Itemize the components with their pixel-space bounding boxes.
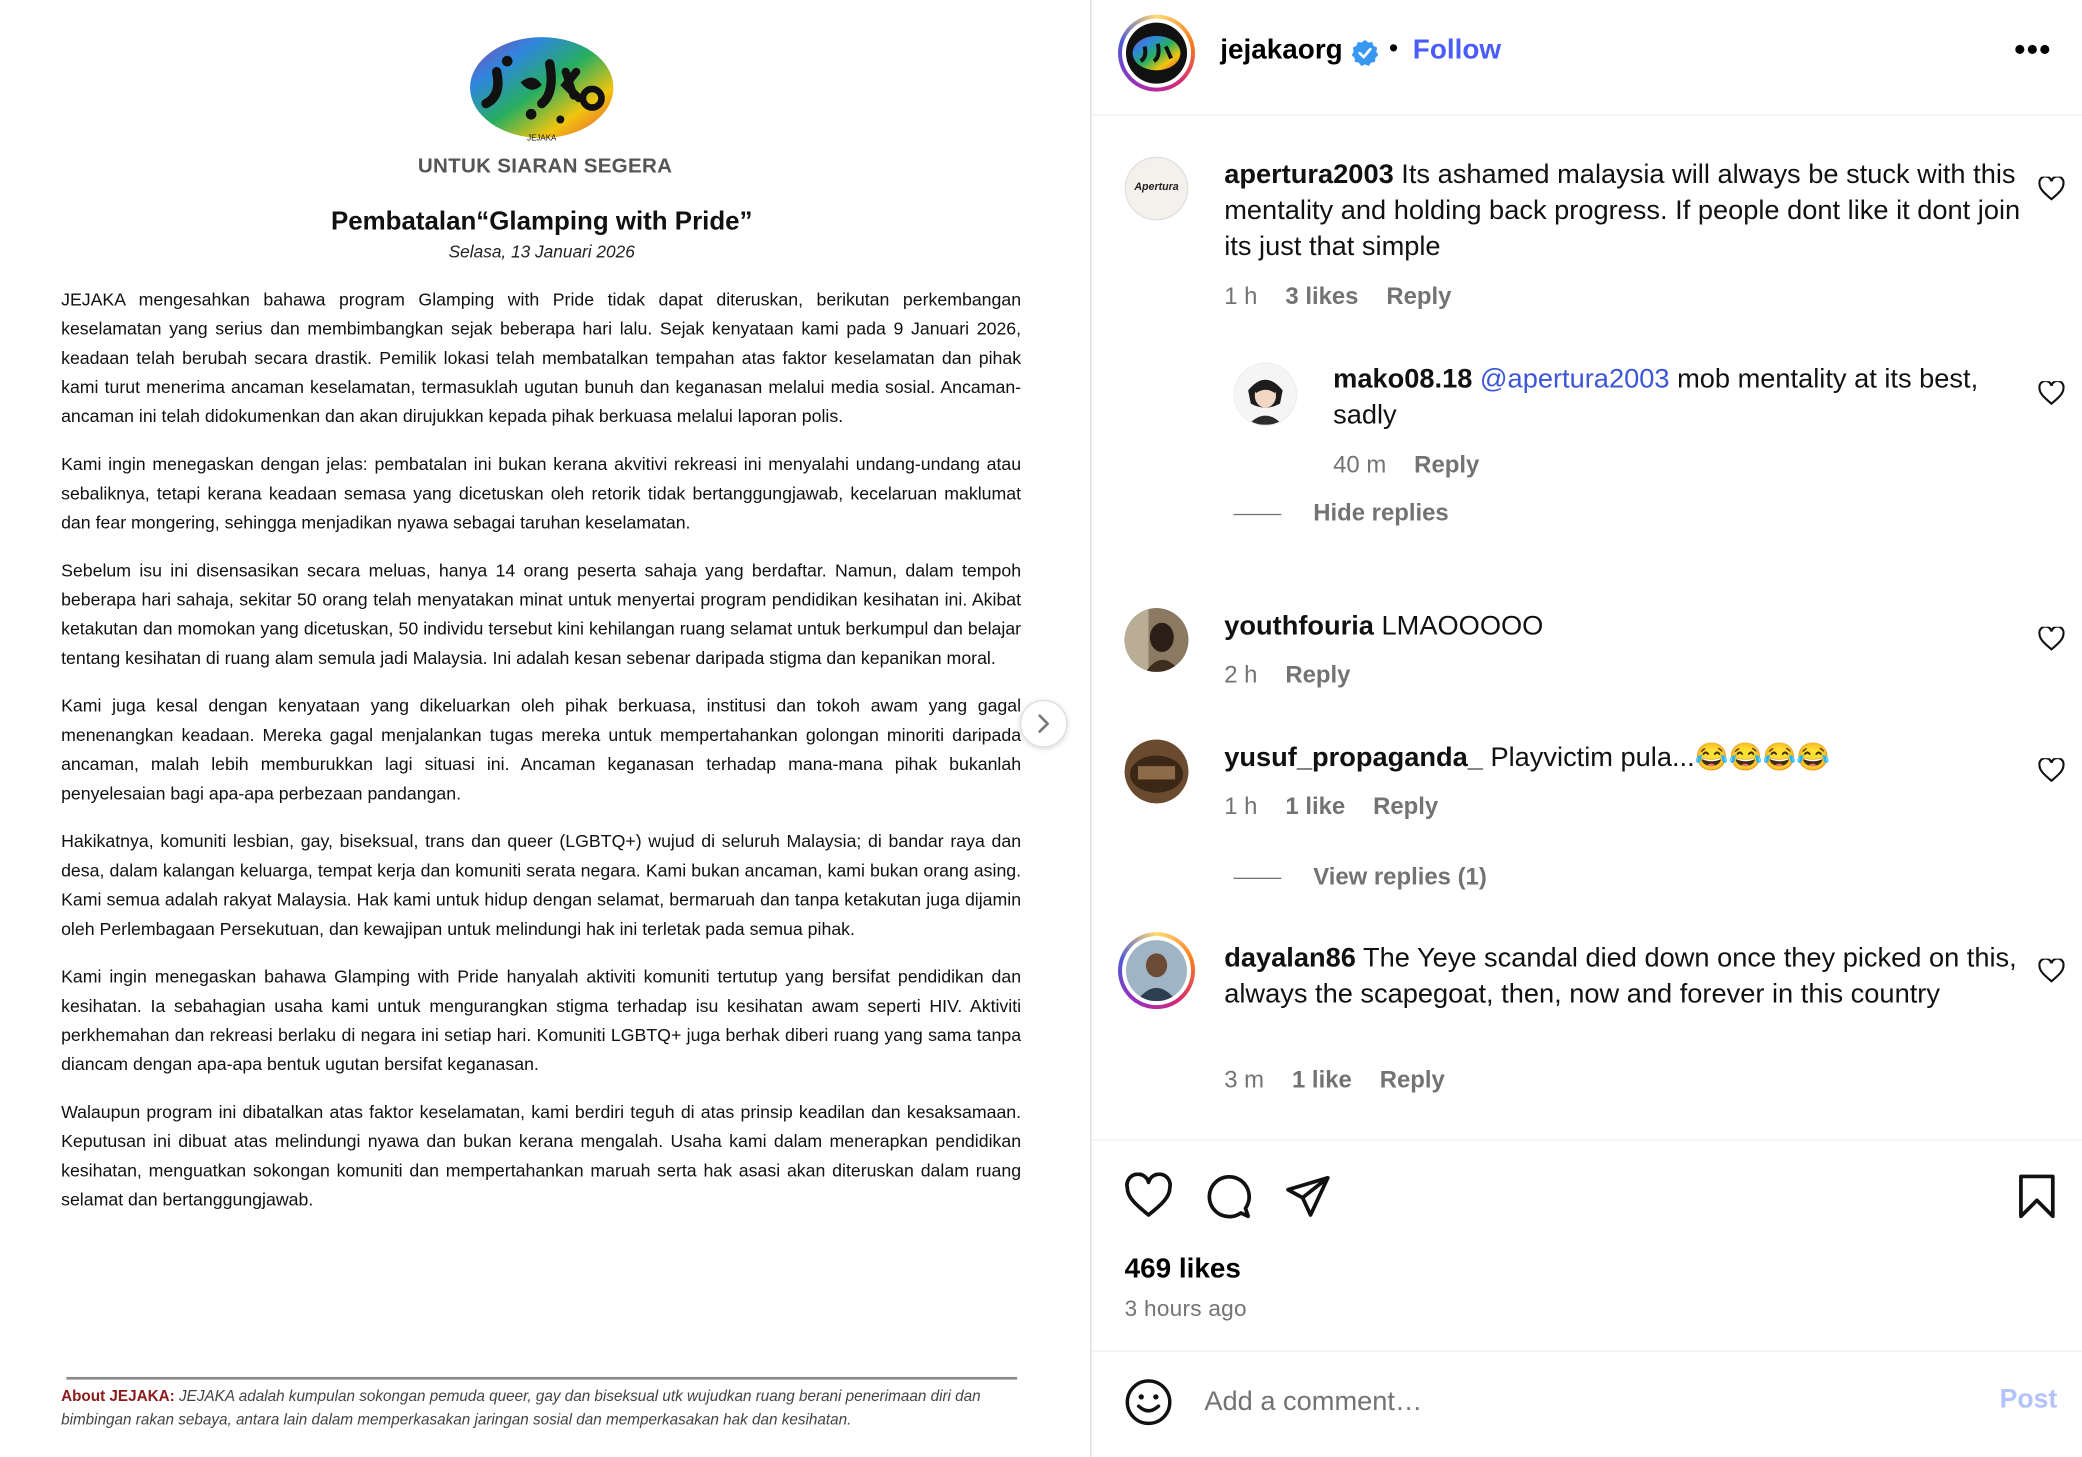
- photo-avatar-icon: [1125, 740, 1189, 804]
- comment-meta: [1224, 661, 1371, 689]
- doc-paragraph-2: Kami ingin menegaskan dengan jelas: pembatalan ini bukan kerana akvitivi rekreasi ini menyalahi undang-undang atau sebaliknya, tetapi kerana keadaan semasa yang dicetuskan oleh retorik tidak bertanggungjawab, kecelaruan maklumat dan fear mongering, sehingga menjadikan nyawa sebagai taruhan keselamatan.: [61, 454, 1022, 533]
- commenter-avatar[interactable]: [1125, 740, 1189, 804]
- comment-input[interactable]: [1204, 1381, 1948, 1423]
- comment-time[interactable]: 2 h: [1224, 661, 1258, 688]
- post-time-ago: 3 hours ago: [1124, 1295, 1247, 1322]
- add-comment-bar: [1091, 1349, 2082, 1457]
- view-replies-label: View replies (1): [1313, 863, 1487, 890]
- comment-like-heart-icon[interactable]: [2038, 959, 2065, 983]
- doc-paragraph-4: Kami juga kesal dengan kenyataan yang dikeluarkan oleh pihak berkuasa, institusi dan tokoh awam yang gagal menenangkan keadaan. Mereka gagal menjalankan tugas mereka untuk mempertahankan golongan minoriti daripada ancaman, malah lebih memburukkan lagi situasi ini. Ancaman keganasan terhadap mana-mana pihak bukanlah penyelesaian bagi apa-apa perbezaan pandangan.: [61, 695, 1022, 804]
- chevron-right-icon: [1033, 713, 1054, 734]
- doc-about-label: About JEJAKA:: [61, 1388, 175, 1405]
- comment-meta: [1224, 1066, 1466, 1094]
- comment-like-heart-icon[interactable]: [2038, 177, 2065, 201]
- reply-button[interactable]: Reply: [1386, 282, 1452, 310]
- comment-body: Playvictim pula...😂😂😂😂: [1490, 742, 1831, 773]
- comment-username[interactable]: apertura2003: [1224, 159, 1394, 190]
- doc-title: Pembatalan“Glamping with Pride”: [330, 207, 753, 237]
- comment-body: The Yeye scandal died down once they picked on this, always the scapegoat, then, now and forever in this country: [1224, 942, 2017, 1010]
- doc-paragraph-1: JEJAKA mengesahkan bahawa program Glamping with Pride tidak dapat diteruskan, berikutan perkembangan keselamatan yang serius dan membimbangkan sejak beberapa hari lalu. Sejak kenyataan kami pada 9 Januari 2026, keadaan telah berubah secara drastik. Pemilik lokasi telah membatalkan tempahan atas faktor keselamatan dan pihak kami turut menerima ancaman keselamatan, termasuklah ugutan bunuh dan keganasan melalui media sosial. Ancaman-ancaman ini telah didokumenkan dan akan dirujukkan kepada pihak berkuasa melalui laporan polis.: [61, 289, 1022, 427]
- comment-text: [1224, 157, 2021, 265]
- jejaka-logo: [467, 32, 616, 144]
- doc-about: [61, 1385, 1021, 1433]
- comment-username[interactable]: mako08.18: [1333, 363, 1473, 395]
- comment-likes[interactable]: 1 like: [1285, 792, 1346, 820]
- comment-body: Its ashamed malaysia will always be stuck with this mentality and holding back progress. If people dont like it dont join its just that simple: [1224, 159, 2021, 262]
- comment-time[interactable]: 3 m: [1224, 1066, 1265, 1093]
- comment-meta: [1224, 793, 1459, 821]
- comment-body: LMAOOOOO: [1381, 610, 1544, 642]
- doc-paragraph-5: Hakikatnya, komuniti lesbian, gay, biseksual, trans dan queer (LGBTQ+) wujud di seluruh Malaysia; di bandar raya dan desa, dalam kalangan keluarga, tempat kerja dan komuniti serata negara. Kami bukan ancaman, kami bukan orang asing. Kami semua adalah rakyat Malaysia. Hak kami untuk hidup dengan selamat, bermaruah dan tanpa ketakutan juga dijamin oleh Perlembagaan Persekutuan, dan kewajipan untuk melindungi hak ini terletak pada semua pihak.: [61, 831, 1022, 939]
- post-likes-count[interactable]: 469 likes: [1124, 1253, 1241, 1284]
- doc-kicker: UNTUK SIARAN SEGERA: [417, 155, 673, 178]
- photo-avatar-icon: [1125, 608, 1189, 672]
- doc-paragraph-6: Kami ingin menegaskan bahawa Glamping with Pride hanyalah aktiviti komuniti tertutup yang bersifat pendidikan dan kesihatan. Ia sebahagian usaha kami untuk mengurangkan stigma terhadap isu kesihatan awam seperti HIV. Aktiviti perkhemahan dan rekreasi berlaku di negara ini setiap hari. Komuniti LGBTQ+ juga berhak diberi ruang yang sama tanpa diancam dengan apa-apa bentuk ugutan bersifat keganasan.: [61, 966, 1022, 1075]
- jejaka-logo-text: JEJAKA: [527, 133, 557, 143]
- doc-body: [61, 285, 1021, 1233]
- comment-bubble-icon[interactable]: [1204, 1172, 1252, 1220]
- next-image-button[interactable]: [1020, 700, 1068, 748]
- mention-link[interactable]: @apertura2003: [1479, 363, 1670, 395]
- reply-button[interactable]: Reply: [1379, 1066, 1445, 1093]
- post-comment-button[interactable]: Post: [1999, 1384, 2058, 1415]
- comment-text: [1224, 608, 2021, 644]
- anime-avatar-icon: [1235, 364, 1296, 425]
- photo-avatar-icon: [1126, 940, 1187, 1001]
- hide-replies-label: Hide replies: [1313, 499, 1449, 526]
- comment-likes[interactable]: 1 like: [1292, 1066, 1352, 1093]
- comments-panel: [1090, 0, 2082, 1457]
- comment-meta: [1224, 283, 1472, 311]
- verified-badge-icon: [1352, 40, 1379, 67]
- comment-body: mob mentality at its best, sadly: [1333, 363, 1979, 431]
- comment-likes[interactable]: 3 likes: [1285, 282, 1359, 310]
- post-header: [1091, 0, 2082, 116]
- reply-text: [1333, 361, 1997, 433]
- commenter-avatar[interactable]: [1125, 157, 1189, 221]
- comment-username[interactable]: yusuf_propaganda_: [1224, 742, 1483, 773]
- commenter-avatar[interactable]: [1125, 608, 1189, 672]
- commenter-avatar[interactable]: [1118, 932, 1195, 1009]
- doc-paragraph-3: Sebelum isu ini disensasikan secara meluas, hanya 14 orang peserta sahaja yang berdaftar. Namun, dalam tempoh beberapa hari sahaja, sekitar 50 orang telah menyatakan minat untuk menyertai program pendidikan kesihatan ini. Akibat ketakutan dan momokan yang dicetuskan, 50 individu tersebut kini kehilangan ruang selamat untuk berkumpul dan belajar tentang kesihatan di ruang alam semula jadi Malaysia. Ini adalah kesan sebenar daripada stigma dan kepanikan moral.: [61, 560, 1022, 668]
- comment-text: [1224, 740, 2021, 776]
- more-options-icon[interactable]: •••: [2014, 31, 2052, 68]
- comment-time[interactable]: 1 h: [1224, 792, 1258, 820]
- comment-time[interactable]: 40 m: [1333, 451, 1387, 479]
- comment-text: [1224, 940, 2021, 1012]
- author-username[interactable]: jejakaorg: [1220, 34, 1343, 66]
- doc-date: Selasa, 13 Januari 2026: [448, 241, 635, 262]
- hide-replies-button[interactable]: [1234, 499, 1449, 527]
- doc-paragraph-7: Walaupun program ini dibatalkan atas faktor keselamatan, kami berdiri teguh di atas prinsip keadilan dan kesaksamaan. Keputusan ini dibuat atas melindungi nyawa dan bukan kerana mengalah. Usaha kami dalam menerapkan pendidikan kesihatan, menguatkan sokongan komuniti dan mempertahankan maruah serta hak asasi akan diteruskan dalam ruang selamat dan bertanggungjawab.: [61, 1102, 1022, 1210]
- header-separator: •: [1388, 34, 1399, 64]
- share-paper-plane-icon[interactable]: [1284, 1172, 1332, 1220]
- reply-button[interactable]: Reply: [1373, 792, 1439, 820]
- follow-button[interactable]: Follow: [1412, 34, 1502, 66]
- comment-username[interactable]: youthfouria: [1224, 610, 1374, 642]
- apertura-avatar-text: Apertura: [1134, 180, 1179, 193]
- author-avatar[interactable]: [1118, 15, 1195, 92]
- view-replies-button[interactable]: [1234, 863, 1487, 891]
- save-bookmark-icon[interactable]: [2013, 1172, 2061, 1220]
- doc-about-text: JEJAKA adalah kumpulan sokongan pemuda queer, gay dan biseksual utk wujudkan ruang berani penerimaan diri dan bimbingan rakan sebaya, antara lain dalam memperkasakan jaringan sosial dan memperkasakan hak dan kesihatan.: [61, 1388, 981, 1429]
- post-actions: [1091, 1139, 2082, 1351]
- comment-time[interactable]: 1 h: [1224, 282, 1258, 310]
- reply-button[interactable]: Reply: [1285, 661, 1351, 688]
- jejaka-avatar-logo: [1126, 23, 1187, 84]
- doc-divider: [66, 1377, 1017, 1380]
- commenter-avatar[interactable]: [1234, 362, 1298, 426]
- comment-like-heart-icon[interactable]: [2038, 758, 2065, 782]
- like-heart-icon[interactable]: [1125, 1172, 1173, 1220]
- reply-button[interactable]: Reply: [1414, 451, 1480, 479]
- comment-username[interactable]: dayalan86: [1224, 942, 1356, 974]
- comment-meta: [1333, 451, 1500, 479]
- emoji-smile-icon[interactable]: [1125, 1378, 1173, 1426]
- comment-like-heart-icon[interactable]: [2038, 627, 2065, 651]
- comment-like-heart-icon[interactable]: [2038, 381, 2065, 405]
